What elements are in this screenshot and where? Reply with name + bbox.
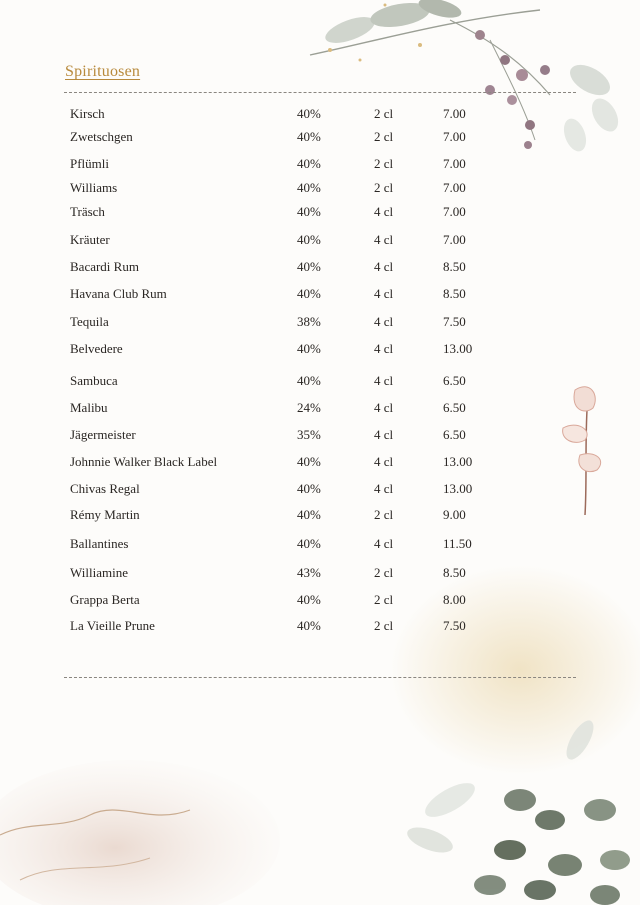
item-name: Malibu <box>70 400 108 415</box>
item-abv: 40% <box>297 204 321 219</box>
item-abv: 40% <box>297 481 321 496</box>
item-abv: 40% <box>297 618 321 633</box>
item-name: Ballantines <box>70 536 129 551</box>
item-volume: 4 cl <box>374 286 394 301</box>
item-name: Tequila <box>70 314 109 329</box>
menu-row <box>0 314 640 334</box>
item-volume: 4 cl <box>374 536 394 551</box>
item-price: 7.00 <box>443 156 466 171</box>
item-abv: 38% <box>297 314 321 329</box>
item-abv: 40% <box>297 286 321 301</box>
item-volume: 4 cl <box>374 427 394 442</box>
item-volume: 2 cl <box>374 618 394 633</box>
item-name: Belvedere <box>70 341 123 356</box>
menu-row <box>0 565 640 585</box>
item-price: 6.50 <box>443 400 466 415</box>
item-price: 7.00 <box>443 180 466 195</box>
item-volume: 4 cl <box>374 341 394 356</box>
item-volume: 4 cl <box>374 204 394 219</box>
item-price: 7.00 <box>443 129 466 144</box>
item-abv: 43% <box>297 565 321 580</box>
item-volume: 2 cl <box>374 507 394 522</box>
item-name: Rémy Martin <box>70 507 140 522</box>
item-abv: 40% <box>297 180 321 195</box>
item-name: Grappa Berta <box>70 592 140 607</box>
item-volume: 2 cl <box>374 106 394 121</box>
menu-row <box>0 481 640 501</box>
item-price: 7.50 <box>443 618 466 633</box>
item-name: Pflümli <box>70 156 110 171</box>
menu-row <box>0 341 640 361</box>
item-price: 7.00 <box>443 106 466 121</box>
item-volume: 4 cl <box>374 259 394 274</box>
item-abv: 40% <box>297 106 321 121</box>
item-price: 7.00 <box>443 204 466 219</box>
item-price: 6.50 <box>443 427 466 442</box>
item-abv: 24% <box>297 400 321 415</box>
menu-row <box>0 106 640 126</box>
item-price: 8.00 <box>443 592 466 607</box>
item-abv: 40% <box>297 156 321 171</box>
item-abv: 40% <box>297 592 321 607</box>
item-abv: 40% <box>297 232 321 247</box>
item-abv: 40% <box>297 129 321 144</box>
item-name: Havana Club Rum <box>70 286 167 301</box>
item-abv: 40% <box>297 259 321 274</box>
menu-row <box>0 204 640 224</box>
menu-row <box>0 232 640 252</box>
menu-row <box>0 536 640 556</box>
item-name: Bacardi Rum <box>70 259 139 274</box>
item-volume: 2 cl <box>374 565 394 580</box>
item-name: Kirsch <box>70 106 105 121</box>
item-price: 13.00 <box>443 481 473 496</box>
item-price: 13.00 <box>443 341 473 356</box>
item-volume: 4 cl <box>374 400 394 415</box>
menu-row <box>0 180 640 200</box>
menu-row <box>0 592 640 612</box>
item-abv: 40% <box>297 536 321 551</box>
item-name: Träsch <box>70 204 105 219</box>
bottom-divider <box>64 677 576 678</box>
item-abv: 40% <box>297 341 321 356</box>
item-price: 8.50 <box>443 565 466 580</box>
item-volume: 4 cl <box>374 481 394 496</box>
item-volume: 2 cl <box>374 180 394 195</box>
item-name: Chivas Regal <box>70 481 140 496</box>
menu-row <box>0 373 640 393</box>
menu-row <box>0 259 640 279</box>
item-name: Zwetschgen <box>70 129 133 144</box>
item-volume: 2 cl <box>374 156 394 171</box>
menu-row <box>0 129 640 149</box>
item-name: Williams <box>70 180 118 195</box>
item-abv: 40% <box>297 373 321 388</box>
item-name: Kräuter <box>70 232 110 247</box>
item-name: Jägermeister <box>70 427 136 442</box>
menu-row <box>0 400 640 420</box>
item-price: 11.50 <box>443 536 472 551</box>
item-abv: 40% <box>297 454 321 469</box>
item-price: 8.50 <box>443 286 466 301</box>
item-volume: 2 cl <box>374 592 394 607</box>
item-abv: 35% <box>297 427 321 442</box>
item-name: Sambuca <box>70 373 118 388</box>
menu-row <box>0 427 640 447</box>
menu-row <box>0 507 640 527</box>
section-title: Spirituosen <box>65 63 141 80</box>
item-price: 9.00 <box>443 507 466 522</box>
item-volume: 4 cl <box>374 454 394 469</box>
item-price: 6.50 <box>443 373 466 388</box>
menu-row <box>0 618 640 638</box>
item-volume: 4 cl <box>374 314 394 329</box>
item-price: 8.50 <box>443 259 466 274</box>
menu-row <box>0 156 640 176</box>
item-name: Johnnie Walker Black Label <box>70 454 218 469</box>
item-name: Williamine <box>70 565 128 580</box>
item-abv: 40% <box>297 507 321 522</box>
item-volume: 4 cl <box>374 232 394 247</box>
item-price: 7.50 <box>443 314 466 329</box>
item-name: La Vieille Prune <box>70 618 155 633</box>
item-price: 7.00 <box>443 232 466 247</box>
menu-row <box>0 454 640 474</box>
menu-row <box>0 286 640 306</box>
item-volume: 2 cl <box>374 129 394 144</box>
item-volume: 4 cl <box>374 373 394 388</box>
item-price: 13.00 <box>443 454 473 469</box>
